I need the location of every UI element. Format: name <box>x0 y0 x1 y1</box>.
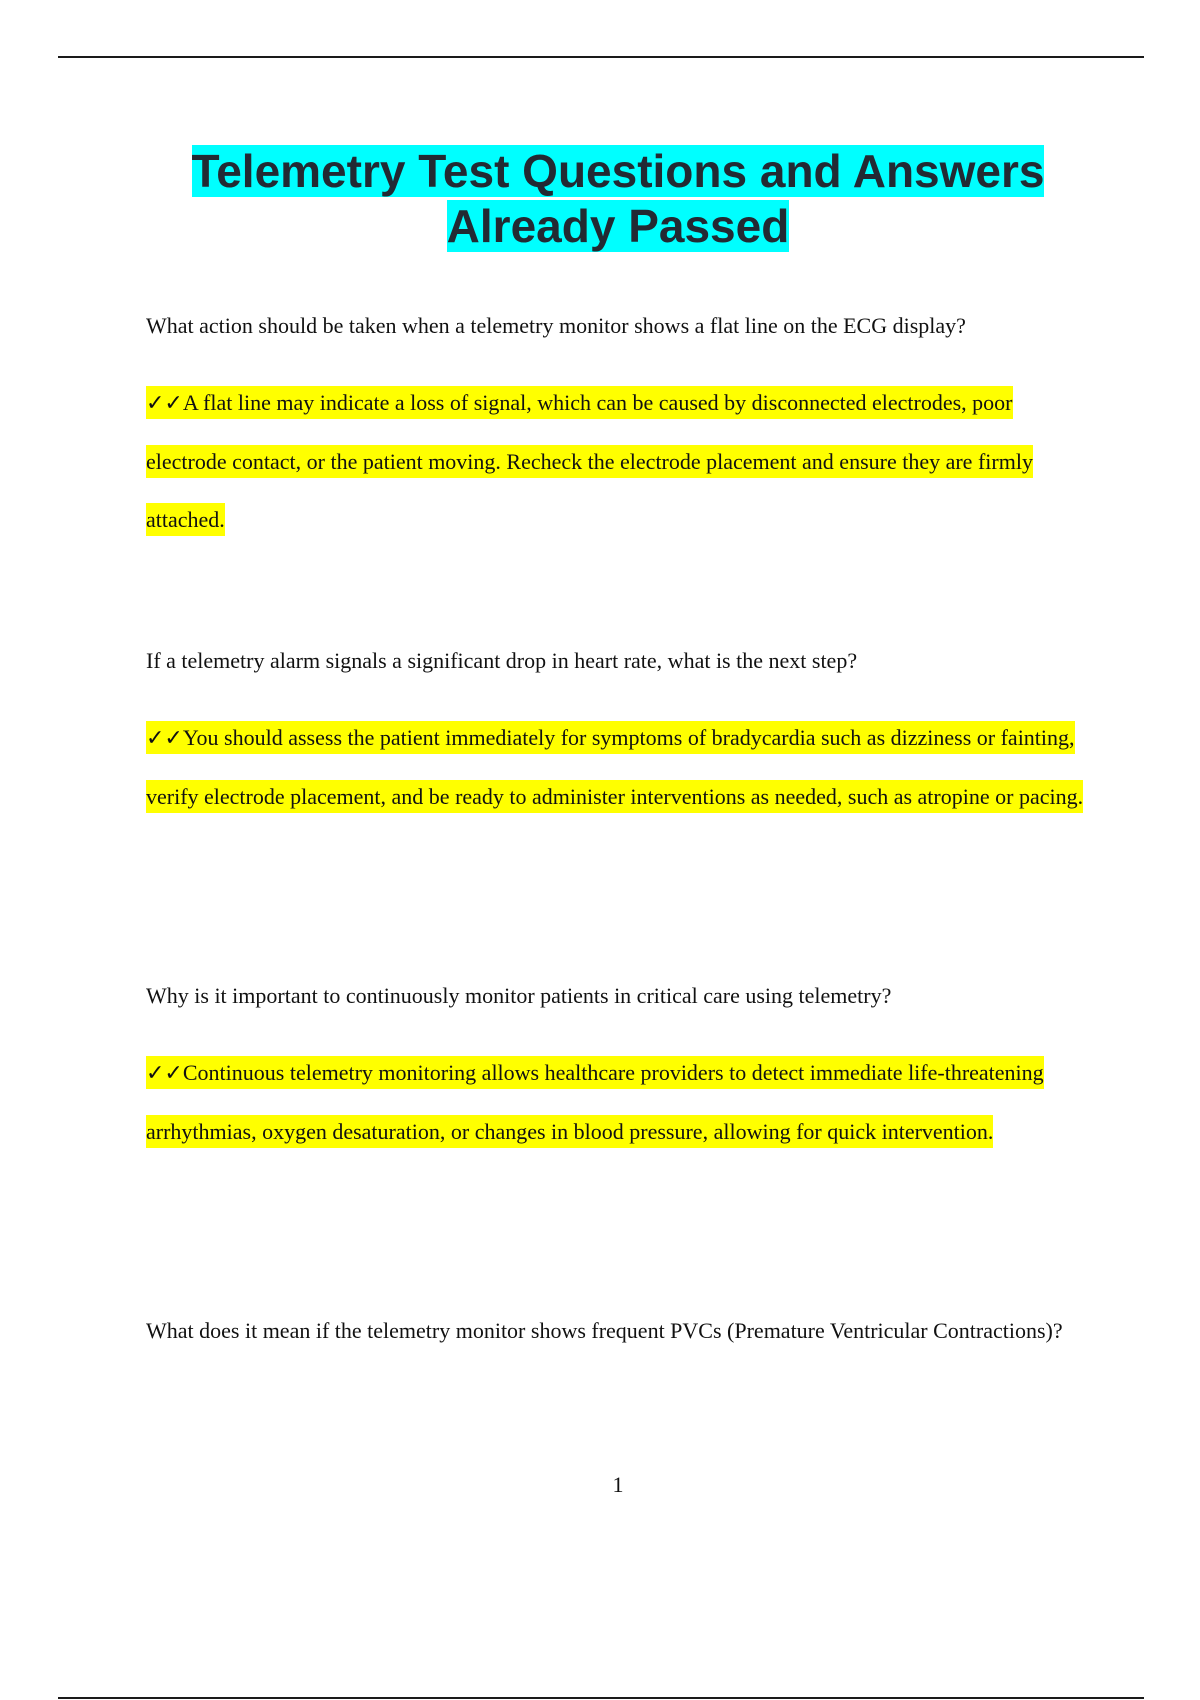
answer-3 <box>146 1044 1086 1161</box>
double-check-icon: ✓✓ <box>146 1061 183 1086</box>
question-4: What does it mean if the telemetry monitor shows frequent PVCs (Premature Ventricular Contractions)? <box>146 1318 1063 1343</box>
answer-3-text: Continuous telemetry monitoring allows healthcare providers to detect immediate life-threatening arrhythmias, oxygen desaturation, or changes in blood pressure, allowing for quick intervention. <box>146 1060 1044 1144</box>
answer-2 <box>146 709 1086 826</box>
document-title <box>0 144 1200 254</box>
question-2: If a telemetry alarm signals a significant drop in heart rate, what is the next step? <box>146 648 858 673</box>
answer-1 <box>146 374 1086 549</box>
question-3: Why is it important to continuously monitor patients in critical care using telemetry? <box>146 983 892 1008</box>
title-line-1: Telemetry Test Questions and Answers <box>191 145 1045 197</box>
question-1: What action should be taken when a telemetry monitor shows a flat line on the ECG display? <box>146 313 966 338</box>
page-number: 1 <box>612 1472 624 1497</box>
footer-rule <box>58 1697 1144 1699</box>
double-check-icon: ✓✓ <box>146 391 183 416</box>
title-line-2: Already Passed <box>446 200 790 252</box>
answer-2-text: You should assess the patient immediately for symptoms of bradycardia such as dizziness or fainting, verify electrode placement, and be ready to administer interventions as needed, such as atropine or pacing. <box>146 725 1084 809</box>
double-check-icon: ✓✓ <box>146 726 183 751</box>
header-rule <box>58 56 1144 58</box>
answer-1-text: A flat line may indicate a loss of signal, which can be caused by disconnected electrodes, poor electrode contact, or the patient moving. Recheck the electrode placement and ensure they are firmly attached. <box>146 390 1033 532</box>
